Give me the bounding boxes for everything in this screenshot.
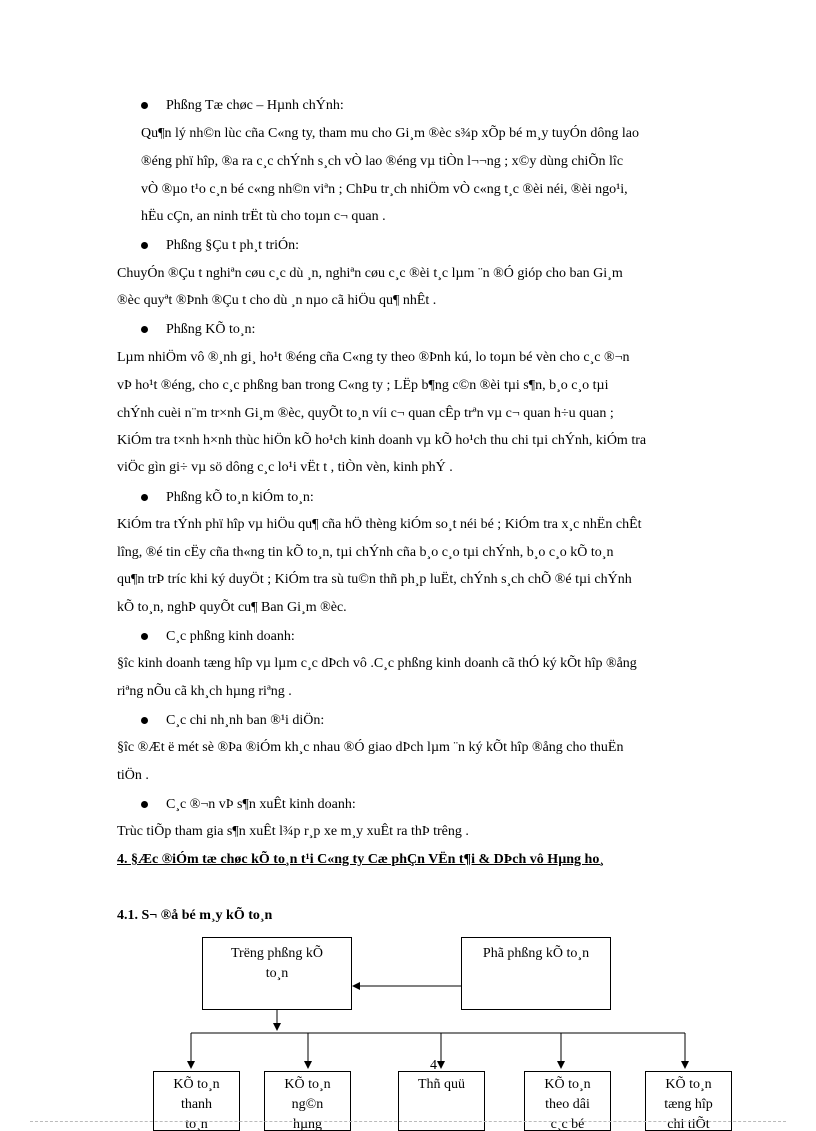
paragraph-line: riªng nÕu cã kh¸ch hµng riªng . [117, 684, 292, 699]
page-bottom-edge [30, 1121, 786, 1122]
section-title-don-vi-san-xuat: C¸c ®¬n vÞ s¶n xuÊt kinh doanh: [166, 797, 356, 812]
paragraph-line: Qu¶n lý nh©n lùc cña C«ng ty, tham mu cho Gi¸m ®èc s¾p xÕp bé m¸y tuyÓn dông lao [141, 126, 639, 141]
deputy-accountant-box [461, 937, 611, 1010]
paragraph-line: KiÓm tra t×nh h×nh thùc hiÖn kÕ ho¹ch kinh doanh vµ kÕ ho¹ch thu chi tµi chÝnh, kiÓm tra [117, 433, 647, 448]
paragraph-line: chÝnh cuèi n¨m tr×nh Gi¸m ®èc, quyÕt to¸n víi c¬ quan cÊp trªn vµ c¬ quan h÷u quan ; [117, 406, 614, 421]
staff-box-theo-doi [524, 1071, 611, 1131]
paragraph-line: §îc ®Æt ë mét sè ®Þa ®iÓm kh¸c nhau ®Ó giao dÞch lµm ¨n ký kÕt hîp ®ång cho thuËn [117, 740, 624, 755]
section-title-phong-dau-tu: Phßng §Çu t ph¸t triÓn: [166, 238, 300, 253]
paragraph-line: qu¶n trÞ tríc khi ký duyÖt ; KiÓm tra sù tu©n thñ ph¸p luËt, chÝnh s¸ch chÕ ®é tµi chÝnh [117, 572, 632, 587]
box-label: Thñ quü [417, 1077, 466, 1092]
staff-box-tong-hop [645, 1071, 732, 1131]
box-label: Phã phßng kÕ to¸n [482, 946, 590, 961]
box-label: KÕ to¸n [173, 1077, 220, 1092]
paragraph-line: vÞ ho¹t ®éng, cho c¸c phßng ban trong C«ng ty ; LËp b¶ng c©n ®èi tµi s¶n, b¸o c¸o tµi [117, 378, 609, 393]
section-heading-4-1: 4.1. S¬ ®å bé m¸y kÕ to¸n [117, 908, 273, 923]
paragraph-line: viÖc gìn gi÷ vµ sö dông c¸c lo¹i vËt t , tiÒn vèn, kinh phÝ . [117, 460, 453, 475]
section-heading-4: 4. §Æc ®iÓm tæ chøc kÕ to¸n t¹i C«ng ty Cæ phÇn VËn t¶i & DÞch vô Hµng ho¸ [117, 852, 604, 867]
staff-box-thanh-toan [153, 1071, 240, 1131]
box-label: KÕ to¸n [665, 1077, 712, 1092]
box-label: ng©n [291, 1097, 324, 1112]
box-label: c¸c bé [550, 1117, 585, 1131]
paragraph-line: ®éng phï hîp, ®a ra c¸c chÝnh s¸ch vÒ lao ®éng vµ tiÒn l¬¬ng ; x©y dùng chiÕn lîc [141, 154, 624, 169]
paragraph-line: ChuyÓn ®Çu t nghiªn cøu c¸c dù ¸n, nghiªn cøu c¸c ®èi t¸c lµm ¨n ®Ó gióp cho ban Gi¸m [117, 266, 623, 281]
paragraph-line: lîng, ®é tin cËy cña th«ng tin kÕ to¸n, tµi chÝnh cña b¸o c¸o tµi chÝnh, b¸o c¸o kÕ to¸n [117, 545, 614, 560]
section-title-phong-kiem-toan: Phßng kÕ to¸n kiÓm to¸n: [166, 490, 314, 505]
section-title-phong-to-chuc: Phßng Tæ chøc – Hµnh chÝnh: [166, 98, 344, 113]
box-label: thanh [180, 1097, 213, 1112]
section-title-chi-nhanh: C¸c chi nh¸nh ban ®¹i diÖn: [166, 713, 325, 728]
box-label: KÕ to¸n [284, 1077, 331, 1092]
box-label: chi tiÕt [667, 1117, 710, 1131]
paragraph-line: vÒ ®µo t¹o c¸n bé c«ng nh©n viªn ; ChÞu tr¸ch nhiÖm vÒ c«ng t¸c ®èi néi, ®èi ngo¹i, [141, 182, 628, 197]
box-label: to¸n [265, 966, 289, 981]
paragraph-line: KiÓm tra tÝnh phï hîp vµ hiÖu qu¶ cña hÖ thèng kiÓm so¸t néi bé ; KiÓm tra x¸c nhËn chÊt [117, 517, 642, 532]
paragraph-line: ®èc quyªt ®Þnh ®Çu t cho dù ¸n nµo cã hiÖu qu¶ nhÊt . [117, 293, 437, 308]
paragraph-line: Trùc tiÕp tham gia s¶n xuÊt l¾p r¸p xe m¸y xuÊt ra thÞ trêng . [117, 824, 469, 839]
staff-box-thu-quy [398, 1071, 485, 1131]
section-title-phong-ke-toan: Phßng KÕ to¸n: [166, 322, 256, 337]
paragraph-line: hËu cÇn, an ninh trËt tù cho toµn c¬ quan . [141, 209, 386, 224]
box-label: to¸n [185, 1117, 208, 1131]
paragraph-line: Lµm nhiÖm vô ®¸nh gi¸ ho¹t ®éng cña C«ng ty theo ®Þnh kú, lo toµn bé vèn cho c¸c ®¬n [117, 350, 630, 365]
page-number: 4 [430, 1058, 437, 1073]
chief-accountant-box [202, 937, 352, 1010]
box-label: Trëng phßng kÕ [230, 946, 324, 961]
paragraph-line: §îc kinh doanh tæng hîp vµ lµm c¸c dÞch vô .C¸c phßng kinh doanh cã thÓ ký kÕt hîp ®ång [117, 656, 637, 671]
box-label: hµng [292, 1117, 323, 1131]
box-label: tæng hîp [664, 1097, 713, 1112]
staff-box-ngan-hang [264, 1071, 351, 1131]
box-label: KÕ to¸n [544, 1077, 591, 1092]
box-label: theo dâi [545, 1097, 590, 1112]
section-title-phong-kinh-doanh: C¸c phßng kinh doanh: [166, 629, 295, 644]
paragraph-line: kÕ to¸n, nghÞ quyÕt cu¶ Ban Gi¸m ®èc. [117, 600, 347, 615]
paragraph-line: tiÖn . [117, 768, 149, 783]
